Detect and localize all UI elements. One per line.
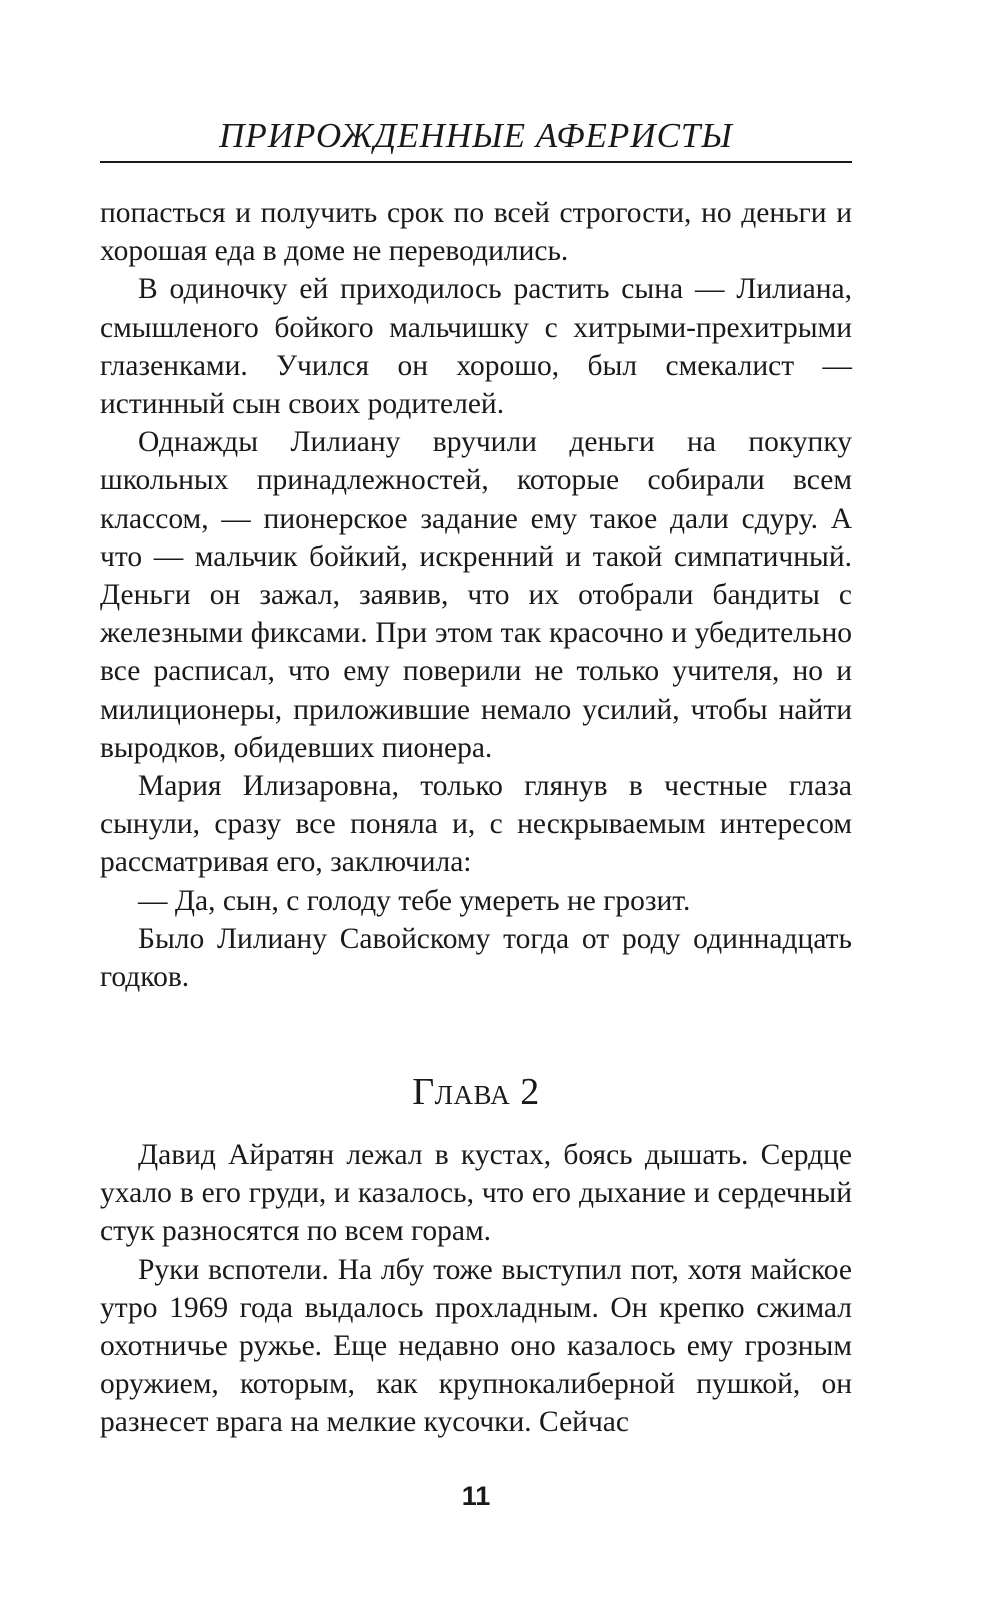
text-block-chapter-2	[100, 1136, 852, 1442]
text-block-before-chapter	[100, 194, 852, 996]
paragraph: В одиночку ей приходилось растить сына — Лилиана, смышленого бойкого мальчишку с хитрыми-прехитрыми глазенками. Учился он хорошо, был смекалист — истинный сын своих родителей.	[100, 273, 852, 421]
running-head: ПРИРОЖДЕННЫЕ АФЕРИСТЫ	[219, 116, 733, 155]
chapter-title: Глава 2	[412, 1071, 540, 1113]
paragraph: Руки вспотели. На лбу тоже выступил пот, хотя майское утро 1969 года выдалось прохладным. Он крепко сжимал охотничье ружье. Еще недавно оно казалось ему грозным оружием, которым, как крупнокалиберной пушкой, он разнесет врага на мелкие кусочки. Сейчас	[100, 1253, 852, 1439]
paragraph: Однажды Лилиану вручили деньги на покупку школьных принадлежностей, которые собирали всем классом, — пионерское задание ему такое дали сдуру. А что — мальчик бойкий, искренний и такой симпатичный. Деньги он зажал, заявив, что их отобрали бандиты с железными фиксами. При этом так красочно и убедительно все расписал, что ему поверили не только учителя, но и милиционеры, приложившие немало усилий, чтобы найти выродков, обидевших пионера.	[100, 426, 852, 764]
paragraph: Мария Илизаровна, только глянув в честные глаза сынули, сразу все поняла и, с нескрываемым интересом рассматривая его, заключила:	[100, 770, 852, 879]
paragraph: попасться и получить срок по всей строгости, но деньги и хорошая еда в доме не переводились.	[100, 197, 852, 268]
page-number: 11	[461, 1481, 491, 1511]
header-rule	[100, 161, 852, 163]
paragraph: Давид Айратян лежал в кустах, боясь дышать. Сердце ухало в его груди, и казалось, что его дыхание и сердечный стук разносятся по всем горам.	[100, 1139, 852, 1248]
dialogue-line: — Да, сын, с голоду тебе умереть не грозит.	[138, 884, 691, 917]
paragraph: Было Лилиану Савойскому тогда от роду одиннадцать годков.	[100, 922, 852, 994]
